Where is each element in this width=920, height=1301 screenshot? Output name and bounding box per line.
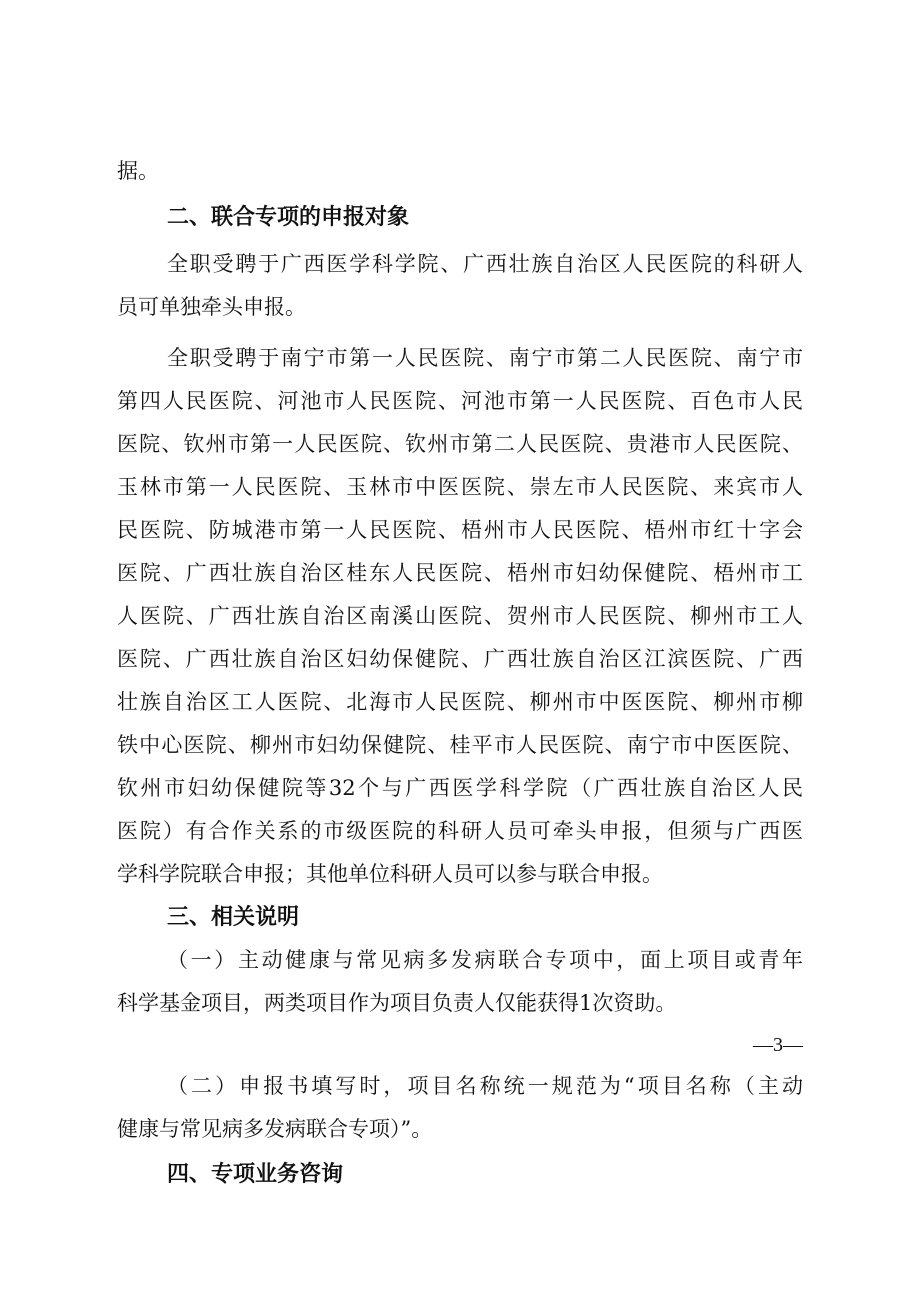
paragraph-line: 壮族自治区工人医院、北海市人民医院、柳州市中医医院、柳州市柳 [117, 690, 803, 714]
paragraph-line: 医院、广西壮族自治区桂东人民医院、梧州市妇幼保健院、梧州市工 [117, 561, 803, 585]
paragraph-line: 科学基金项目，两类项目作为项目负责人仅能获得1次资助。 [117, 991, 677, 1015]
section-heading-3: 三、相关说明 [167, 905, 300, 930]
paragraph-line: 钦州市妇幼保健院等32个与广西医学科学院（广西壮族自治区人民 [117, 776, 803, 800]
paragraph-line: （一）主动健康与常见病多发病联合专项中，面上项目或青年 [167, 948, 803, 972]
paragraph-line: 学科学院联合申报；其他单位科研人员可以参与联合申报。 [117, 862, 663, 886]
paragraph-line: 铁中心医院、柳州市妇幼保健院、桂平市人民医院、南宁市中医医院、 [117, 733, 803, 757]
paragraph-line: 玉林市第一人民医院、玉林市中医医院、崇左市人民医院、来宾市人 [117, 475, 803, 499]
paragraph-line: 全职受聘于广西医学科学院、广西壮族自治区人民医院的科研人 [167, 252, 803, 276]
paragraph-line: 员可单独牵头申报。 [117, 295, 306, 319]
paragraph-line: 民医院、防城港市第一人民医院、梧州市人民医院、梧州市红十字会 [117, 518, 803, 542]
paragraph-line: 第四人民医院、河池市人民医院、河池市第一人民医院、百色市人民 [117, 389, 803, 413]
paragraph-line: 医院、钦州市第一人民医院、钦州市第二人民医院、贵港市人民医院、 [117, 432, 803, 456]
paragraph-line: 医院）有合作关系的市级医院的科研人员可牵头申报，但须与广西医 [117, 819, 803, 843]
document-body [117, 150, 803, 1196]
section-heading-4: 四、专项业务咨询 [167, 1162, 344, 1187]
paragraph-line: （二）申报书填写时，项目名称统一规范为“项目名称（主动 [167, 1074, 803, 1098]
text-line: 据。 [117, 159, 159, 183]
paragraph-line: 全职受聘于南宁市第一人民医院、南宁市第二人民医院、南宁市 [167, 346, 803, 370]
paragraph-line: 人医院、广西壮族自治区南溪山医院、贺州市人民医院、柳州市工人 [117, 604, 803, 628]
page-number: —3— [753, 1034, 803, 1056]
paragraph-line: 健康与常见病多发病联合专项）”。 [117, 1117, 433, 1141]
paragraph-line: 医院、广西壮族自治区妇幼保健院、广西壮族自治区江滨医院、广西 [117, 647, 803, 671]
section-heading-2: 二、联合专项的申报对象 [167, 205, 410, 230]
